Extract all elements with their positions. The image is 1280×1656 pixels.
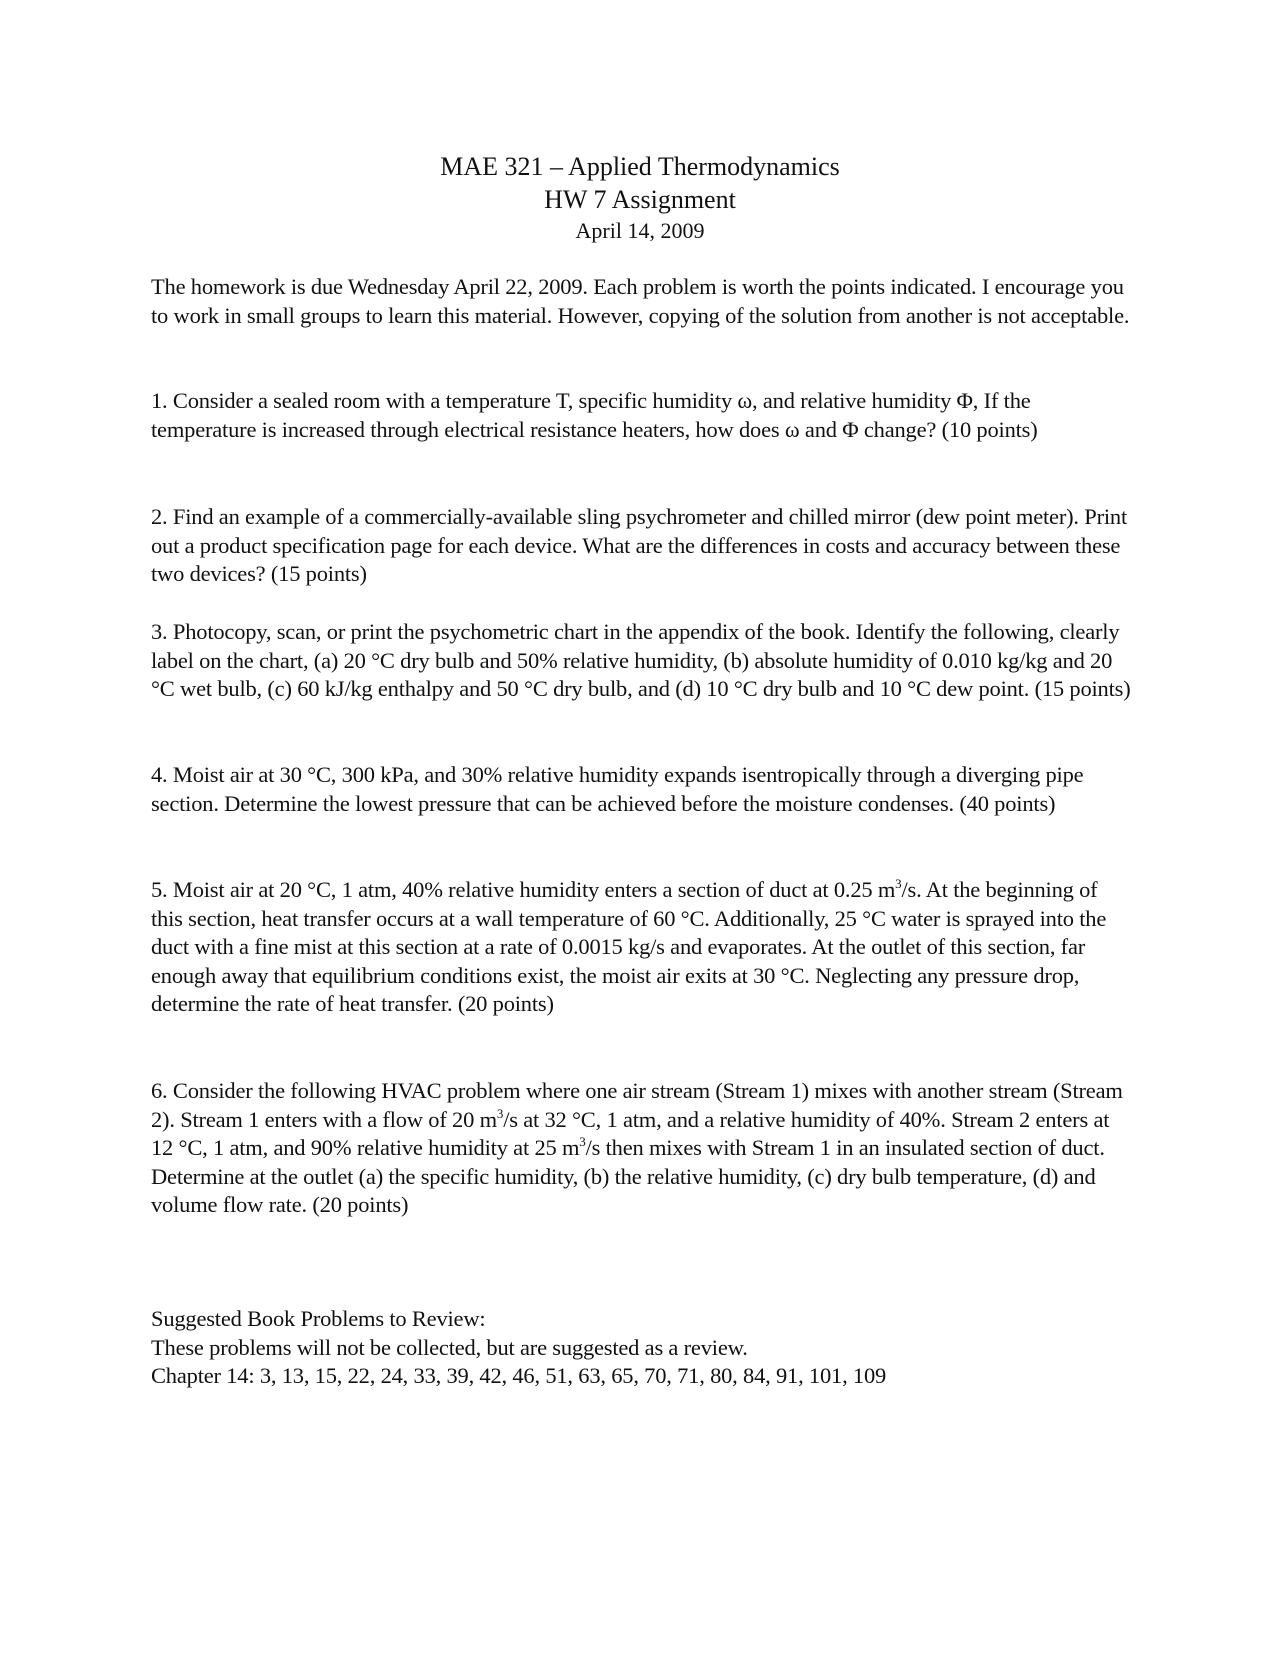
problem-5 xyxy=(151,876,1131,1019)
problem-6-superscript-2: 3 xyxy=(579,1134,586,1150)
intro-paragraph: The homework is due Wednesday April 22, 2009. Each problem is worth the points indicated. I encourage you to work in small groups to learn this material. However, copying of the solution from another is not acceptable. xyxy=(151,274,1130,328)
suggested-heading: Suggested Book Problems to Review: xyxy=(151,1306,486,1331)
problem-4: 4. Moist air at 30 °C, 300 kPa, and 30% relative humidity expands isentropically through a diverging pipe section. Determine the lowest pressure that can be achieved before the moisture condenses. (40 points) xyxy=(151,762,1084,816)
assignment-title: HW 7 Assignment xyxy=(544,185,736,214)
problem-2: 2. Find an example of a commercially-available sling psychrometer and chilled mirror (dew point meter). Print out a product specification page for each device. What are the differences in costs and accuracy between these two devices? (15 points) xyxy=(151,504,1128,587)
suggested-list: Chapter 14: 3, 13, 15, 22, 24, 33, 39, 42, 46, 51, 63, 65, 70, 71, 80, 84, 91, 101, 109 xyxy=(151,1363,887,1389)
problem-6-superscript-1: 3 xyxy=(496,1105,504,1121)
suggested-note: These problems will not be collected, but are suggested as a review. xyxy=(151,1334,748,1360)
problem-5-text-a: 5. Moist air at 20 °C, 1 atm, 40% relative humidity enters a section of duct at 0.25 m xyxy=(151,877,896,902)
problem-6-text-c: /s then mixes with Stream 1 in an insulated section of duct. Determine at the outlet (a) the specific humidity, (b) the relative humidity, (c) dry bulb temperature, (d) and volume flow rate. (20 points) xyxy=(151,1135,1105,1218)
document-header xyxy=(0,150,1280,246)
problem-6-text-a: 6. Consider the following HVAC problem where one air stream (Stream 1) mixes with another stream (Stream 2). Stream 1 enters with a flow of 20 m xyxy=(151,1078,1123,1132)
course-title: MAE 321 – Applied Thermodynamics xyxy=(440,152,840,181)
suggested-problems xyxy=(151,1305,1151,1391)
assignment-date: April 14, 2009 xyxy=(575,218,705,243)
problem-3: 3. Photocopy, scan, or print the psychometric chart in the appendix of the book. Identify the following, clearly label on the chart, (a) 20 °C dry bulb and 50% relative humidity, (b) absolute humidity of 0.010 kg/kg and 20 °C wet bulb, (c) 60 kJ/kg enthalpy and 50 °C dry bulb, and (d) 10 °C dry bulb and 10 °C dew point. (15 points) xyxy=(151,619,1131,702)
problem-6 xyxy=(151,1077,1131,1220)
problem-5-superscript: 3 xyxy=(895,876,902,891)
problem-6-text-b: /s at 32 °C, 1 atm, and a relative humidity of 40%. Stream 2 enters at 12 °C, 1 atm, and 90% relative humidity at 25 m xyxy=(151,1106,1110,1161)
problem-5-text-b: /s. At the beginning of this section, heat transfer occurs at a wall temperature of 60 °C. Additionally, 25 °C water is sprayed into the duct with a fine mist at this section at a rate of 0.0015 kg/s and evaporates. At the outlet of this section, far enough away that equilibrium conditions exist, the moist air exits at 30 °C. Neglecting any pressure drop, determine the rate of heat transfer. (20 points) xyxy=(151,877,1107,1017)
problem-1: 1. Consider a sealed room with a temperature T, specific humidity ω, and relative humidity Φ, If the temperature is increased through electrical resistance heaters, how does ω and Φ change? (10 points) xyxy=(151,388,1038,442)
